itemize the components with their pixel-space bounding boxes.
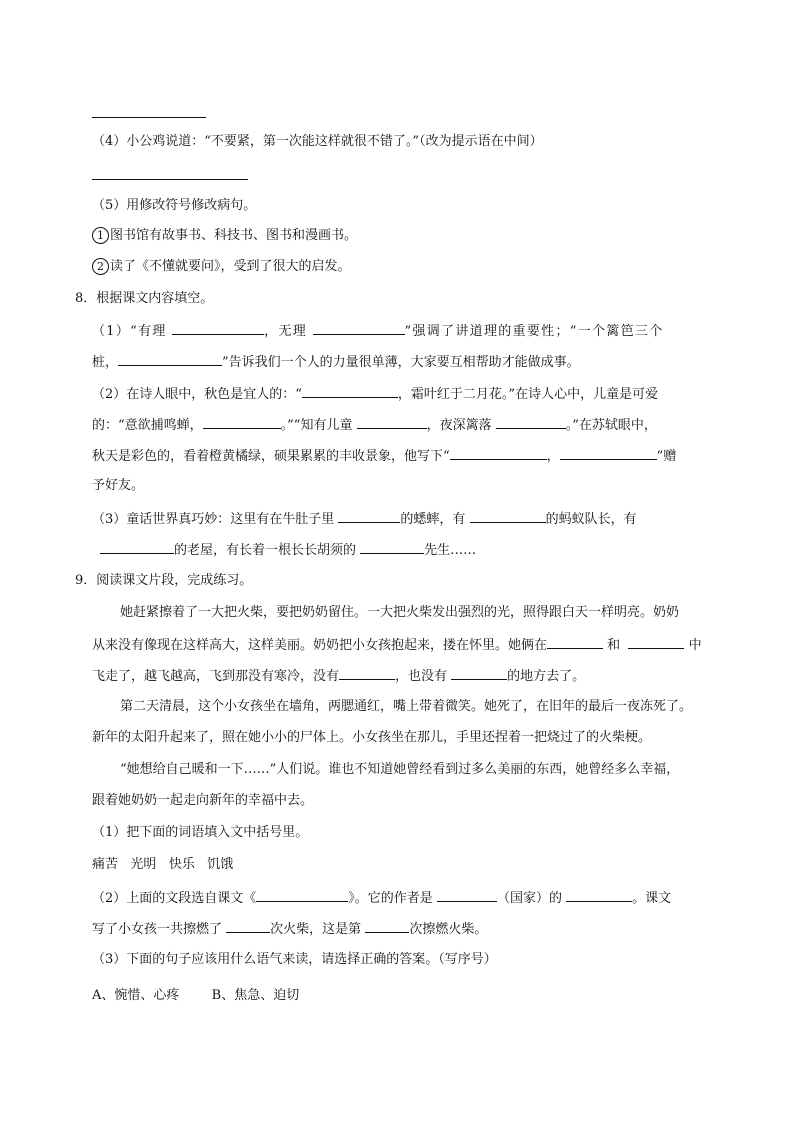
passage-para1-line3 — [92, 666, 585, 686]
q9-options — [92, 987, 299, 1005]
fill-blank[interactable] — [450, 446, 547, 460]
q8-title: 8．根据课文内容填空。 — [75, 291, 214, 306]
fill-blank[interactable] — [313, 321, 405, 335]
text: 中 — [688, 638, 702, 653]
text: 写了小女孩一共擦燃了 — [92, 922, 223, 937]
text: 和 — [607, 638, 621, 653]
q7-sentence-2 — [92, 258, 351, 276]
answer-line — [92, 117, 206, 118]
circled-number-2: 2 — [92, 258, 109, 275]
text: （3）童话世界真巧妙：这里有在牛肚子里 — [92, 512, 335, 527]
word-item: 饥饿 — [207, 857, 234, 872]
q9-sub2-line1 — [92, 888, 671, 908]
q8-part2-line3 — [92, 446, 676, 466]
text: ，霜叶红于二月花。”在诗人心中，儿童是可爱 — [397, 387, 659, 402]
text: ，无理 — [264, 324, 308, 339]
text: 。课文 — [632, 891, 672, 906]
q9-sub2-line2 — [92, 919, 487, 939]
sentence-text: 图书馆有故事书、科技书、图书和漫画书。 — [110, 228, 358, 243]
circled-number-1: 1 — [92, 227, 109, 244]
q8-part2-line4: 予好友。 — [92, 478, 145, 493]
text: （2）上面的文段选自课文《 — [92, 891, 257, 906]
fill-blank[interactable] — [256, 888, 348, 902]
text: 的：“意欲捕鸣蝉， — [92, 418, 203, 433]
text: 桩， — [92, 355, 119, 370]
q9-sub3: （3）下面的句子应该用什么语气来读，请选择正确的答案。（写序号） — [92, 952, 497, 967]
fill-blank[interactable] — [560, 446, 657, 460]
text: 的地方去了。 — [507, 669, 586, 684]
fill-blank[interactable] — [118, 352, 222, 366]
fill-blank[interactable] — [365, 919, 409, 933]
q9-sub1: （1）把下面的词语填入文中括号里。 — [92, 825, 309, 840]
passage-para2-line2: 新年的太阳升起来了，照在她小小的尸体上。小女孩坐在那儿，手里还捏着一把烧过了的火柴梗。 — [92, 730, 652, 745]
q8-part1-line1 — [92, 321, 664, 341]
text: 的老屋，有长着一根长长胡须的 — [174, 543, 357, 558]
option-b: B、焦急、迫切 — [211, 988, 300, 1003]
q8-part3-line1 — [92, 509, 637, 529]
fill-blank[interactable] — [302, 384, 398, 398]
fill-blank[interactable] — [360, 540, 424, 554]
fill-blank[interactable] — [338, 509, 400, 523]
text: 次擦燃火柴。 — [409, 922, 488, 937]
text: 》。它的作者是 — [348, 891, 433, 906]
passage-para1-line1: 她赶紧擦着了一大把火柴，要把奶奶留住。一大把火柴发出强烈的光，照得跟白天一样明亮。奶奶 — [120, 605, 680, 620]
fill-blank[interactable] — [628, 635, 684, 649]
text: 飞走了，越飞越高，飞到那没有寒冷，没有 — [92, 669, 340, 684]
text: （1）“有理 — [92, 324, 167, 339]
text: 先生…… — [424, 543, 477, 558]
answer-line — [92, 179, 248, 180]
passage-para1-line2 — [92, 635, 702, 655]
sentence-text: 读了《不懂就要问》，受到了很大的启发。 — [110, 259, 351, 274]
passage-para3-line2: 跟着她奶奶一起走向新年的幸福中去。 — [92, 793, 314, 808]
option-a: A、惋惜、心疼 — [92, 988, 180, 1003]
fill-blank[interactable] — [226, 919, 270, 933]
q7-sentence-1 — [92, 227, 357, 245]
text: 。”“知有儿童 — [280, 418, 353, 433]
passage-para2-line1: 第二天清晨，这个小女孩坐在墙角，两腮通红，嘴上带着微笑。她死了，在旧年的最后一夜冻死了。 — [120, 699, 693, 714]
text: ，也没有 — [395, 669, 448, 684]
fill-blank[interactable] — [566, 888, 632, 902]
text: （2）在诗人眼中，秋色是宜人的：“ — [92, 387, 302, 402]
q8-part1-line2 — [92, 352, 580, 372]
fill-blank[interactable] — [496, 415, 566, 429]
word-item: 快乐 — [168, 857, 195, 872]
text: ”告诉我们一个人的力量很单薄，大家要互相帮助才能做成事。 — [222, 355, 580, 370]
text: 次火柴，这是第 — [270, 922, 362, 937]
q8-part2-line1 — [92, 384, 658, 404]
text: 。”在苏轼眼中， — [565, 418, 657, 433]
text: ”强调了讲道理的重要性；“一个篱笆三个 — [404, 324, 664, 339]
word-item: 光明 — [130, 857, 157, 872]
fill-blank[interactable] — [100, 540, 174, 554]
text: 的蚂蚁队长，有 — [545, 512, 637, 527]
fill-blank[interactable] — [437, 888, 497, 902]
text: 的蟋蟀，有 — [400, 512, 466, 527]
text: （国家）的 — [496, 891, 562, 906]
q7-item4: （4）小公鸡说道：“不要紧，第一次能这样就很不错了。”（改为提示语在中间） — [92, 134, 543, 149]
fill-blank[interactable] — [547, 635, 603, 649]
fill-blank[interactable] — [203, 415, 281, 429]
text: ， — [546, 449, 560, 464]
text: 秋天是彩色的，看着橙黄橘绿，硕果累累的丰收景象，他写下“ — [92, 449, 450, 464]
fill-blank[interactable] — [357, 415, 427, 429]
fill-blank[interactable] — [470, 509, 546, 523]
word-bank — [92, 856, 233, 874]
fill-blank[interactable] — [451, 666, 507, 680]
word-item: 痛苦 — [92, 857, 119, 872]
text: ，夜深篱落 — [426, 418, 492, 433]
text: ”赠 — [656, 449, 677, 464]
fill-blank[interactable] — [339, 666, 395, 680]
q8-part2-line2 — [92, 415, 657, 435]
q8-part3-line2 — [100, 540, 476, 560]
text: 从来没有像现在这样高大，这样美丽。奶奶把小女孩抱起来，搂在怀里。她俩在 — [92, 638, 548, 653]
q9-title: 9．阅读课文片段，完成练习。 — [75, 573, 253, 588]
passage-para3-line1: “她想给自己暖和一下……”人们说。谁也不知道她曾经看到过多么美丽的东西，她曾经多么幸福， — [120, 762, 680, 777]
q7-item5: （5）用修改符号修改病句。 — [92, 198, 257, 213]
fill-blank[interactable] — [172, 321, 264, 335]
